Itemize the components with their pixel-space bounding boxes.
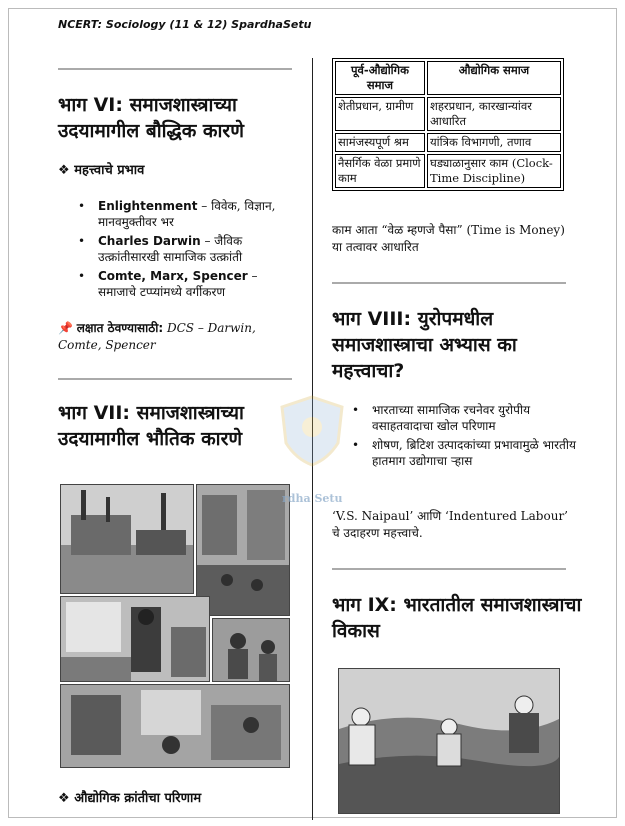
part8-bullet-list xyxy=(352,402,577,472)
part8-example: ‘V.S. Naipaul’ आणि ‘Indentured Labour’ चे उदाहरण महत्त्वाचे. xyxy=(332,509,568,540)
part8-title: भाग VIII: युरोपमधील समाजशास्त्राचा अभ्यास का महत्त्वाचा? xyxy=(332,308,517,382)
part6-bullet-list xyxy=(78,198,293,303)
watermark-shield-icon xyxy=(278,395,346,467)
part9-title: भाग IX: भारतातील समाजशास्त्राचा विकास xyxy=(332,594,582,642)
list-item: • Charles Darwin – जैविक उत्क्रांतीसारखी सामाजिक उत्क्रांती xyxy=(78,233,293,265)
part6-title: भाग VI: समाजशास्त्राच्या उदयामागील बौद्धिक कारणे xyxy=(58,94,244,142)
diamond-bullet-icon: ❖ xyxy=(58,163,70,178)
workers-photo xyxy=(60,596,210,682)
watermark-text: rdha Setu xyxy=(282,492,343,505)
section-rule xyxy=(332,282,566,284)
comparison-table xyxy=(332,58,564,191)
table-row: सामंजस्यपूर्ण श्रम यांत्रिक विभागणी, तणाव xyxy=(335,133,561,152)
section-rule xyxy=(58,378,292,380)
table-row: शेतीप्रधान, ग्रामीण शहरप्रधान, कारखान्यांवर आधारित xyxy=(335,97,561,131)
list-item: • भारताच्या सामाजिक रचनेवर युरोपीय वसाहतवादाचा खोल परिणाम xyxy=(352,402,577,434)
part7-title: भाग VII: समाजशास्त्राच्या उदयामागील भौतिक कारणे xyxy=(58,402,244,450)
part6-note: 📌 लक्षात ठेवण्यासाठी: DCS – Darwin, Comte, Spencer xyxy=(58,321,256,352)
table-row: नैसर्गिक वेळा प्रमाणे काम घड्याळानुसार काम (Clock-Time Discipline) xyxy=(335,154,561,188)
page-header: NCERT: Sociology (11 & 12) SpardhaSetu xyxy=(58,18,312,31)
list-item: • शोषण, ब्रिटिश उत्पादकांच्या प्रभावामुळे भारतीय हातमाग उद्योगाचा ऱ्हास xyxy=(352,437,577,469)
section-rule xyxy=(58,68,292,70)
list-item: • Enlightenment – विवेक, विज्ञान, मानवमुक्तीवर भर xyxy=(78,198,293,230)
pin-icon: 📌 xyxy=(58,321,73,335)
part7-subheading: ❖ औद्योगिक क्रांतीचा परिणाम xyxy=(58,791,202,806)
part6-subheading: ❖ महत्त्वाचे प्रभाव xyxy=(58,163,145,178)
table-note: काम आता “वेळ म्हणजे पैसा” (Time is Money) या तत्वावर आधारित xyxy=(332,223,565,254)
list-item: • Comte, Marx, Spencer – समाजाचे टप्प्यांमध्ये वर्गीकरण xyxy=(78,268,293,300)
children-photo xyxy=(212,618,290,682)
street-photo xyxy=(196,484,290,616)
diamond-bullet-icon: ❖ xyxy=(58,791,70,806)
factory-photo xyxy=(60,484,194,594)
workshop-photo xyxy=(60,684,290,768)
table-header: पूर्व-औद्योगिक समाज xyxy=(335,61,425,95)
section-rule xyxy=(332,568,566,570)
tea-pickers-photo xyxy=(338,668,560,814)
table-header: औद्योगिक समाज xyxy=(427,61,561,95)
